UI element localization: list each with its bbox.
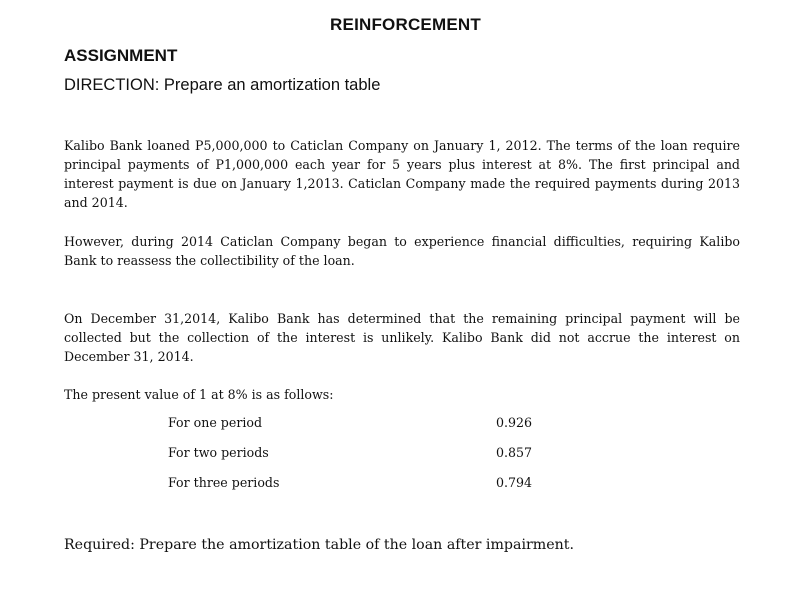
pv-intro-text: The present value of 1 at 8% is as follows: xyxy=(64,387,334,402)
pv-value: 0.794 xyxy=(496,475,533,490)
pv-row xyxy=(168,445,568,475)
section-heading: ASSIGNMENT xyxy=(64,46,178,65)
pv-label: For two periods xyxy=(168,445,269,460)
paragraph-loan-terms: Kalibo Bank loaned P5,000,000 to Caticlan Company on January 1, 2012. The terms of the loan require principal payments of P1,000,000 each year for 5 years plus interest at 8%. The first principal and interest payment is due on January 1,2013. Caticlan Company made the required payments during 2013 and 2014. xyxy=(64,138,740,210)
pv-value: 0.857 xyxy=(496,445,533,460)
paragraph-impairment: On December 31,2014, Kalibo Bank has determined that the remaining principal payment will be collected but the collection of the interest is unlikely. Kalibo Bank did not accrue the interest on December 31, 2014. xyxy=(64,311,740,364)
present-value-table xyxy=(168,415,568,505)
pv-row xyxy=(168,475,568,505)
pv-value: 0.926 xyxy=(496,415,533,430)
required-text: Required: Prepare the amortization table of the loan after impairment. xyxy=(64,537,574,553)
pv-row xyxy=(168,415,568,445)
direction-text: DIRECTION: Prepare an amortization table xyxy=(64,76,381,94)
pv-label: For one period xyxy=(168,415,263,430)
document-title: REINFORCEMENT xyxy=(330,15,481,34)
paragraph-financial-difficulties: However, during 2014 Caticlan Company began to experience financial difficulties, requiring Kalibo Bank to reassess the collectibility of the loan. xyxy=(64,234,740,268)
pv-label: For three periods xyxy=(168,475,280,490)
